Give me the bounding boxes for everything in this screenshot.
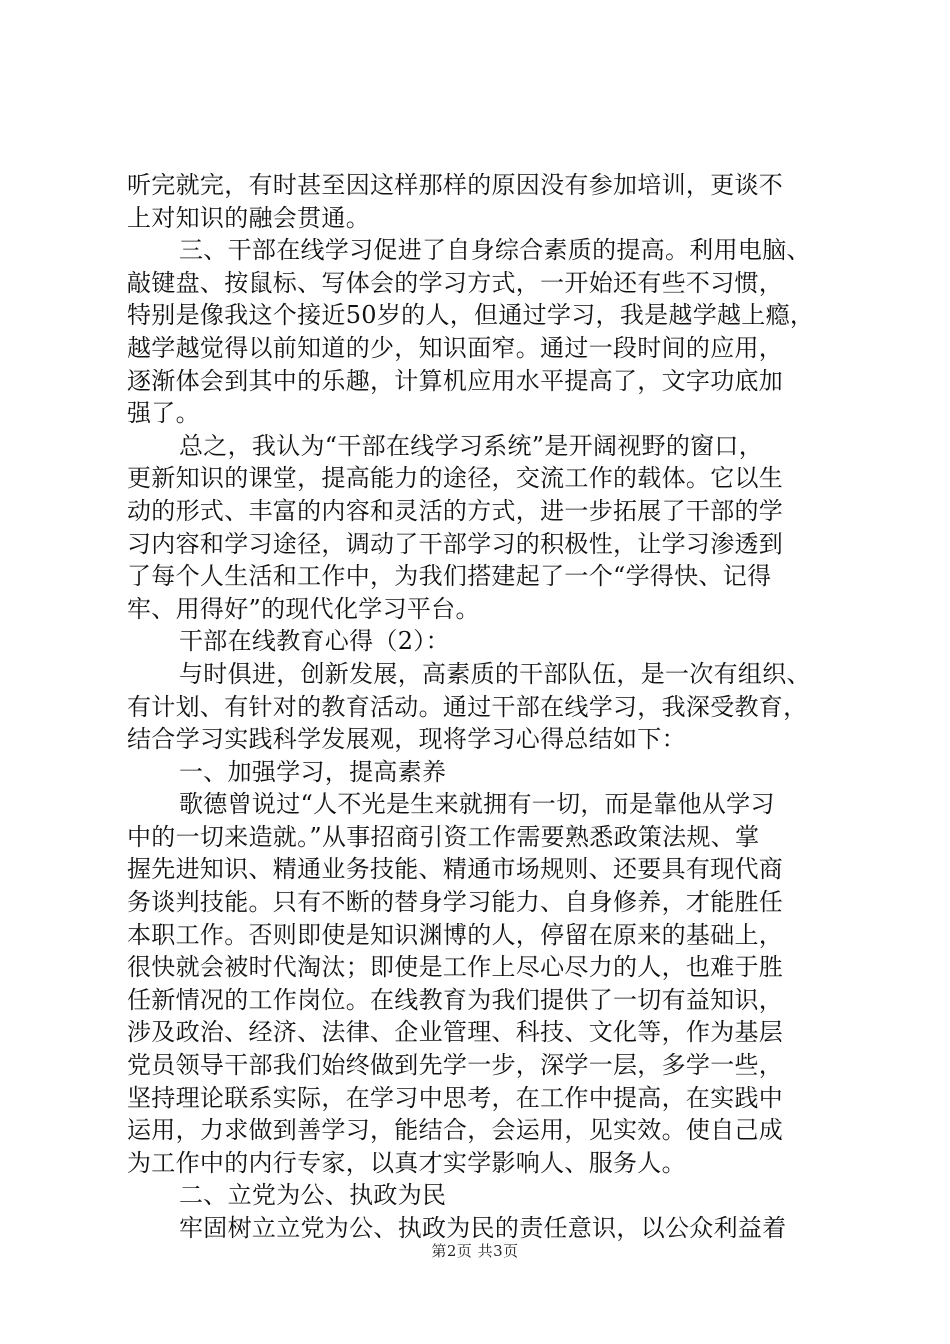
section-heading: 干部在线教育心得（2）： (179, 627, 450, 656)
text-line: 党员领导干部我们始终做到先学一步，深学一层，多学一些， (127, 1051, 784, 1080)
text-line: 逐渐体会到其中的乐趣，计算机应用水平提高了，文字功底加 (127, 366, 784, 395)
text-line: 听完就完，有时甚至因这样那样的原因没有参加培训，更谈不 (127, 171, 784, 199)
text-line: 强了。 (127, 399, 200, 428)
text-line: 有计划、有针对的教育活动。通过干部在线学习，我深受教育， (127, 692, 808, 721)
body-text (127, 169, 837, 1245)
text-line: 特别是像我这个接近50岁的人，但通过学习，我是越学越上瘾， (127, 301, 815, 330)
text-line: 本职工作。否则即使是知识渊博的人，停留在原来的基础上， (127, 920, 784, 949)
text-line: 三、干部在线学习促进了自身综合素质的提高。利用电脑、 (179, 236, 811, 265)
text-line: 坚持理论联系实际，在学习中思考，在工作中提高，在实践中 (127, 1083, 784, 1112)
text-line: 牢、用得好”的现代化学习平台。 (127, 594, 480, 623)
text-line: 握先进知识、精通业务技能、精通市场规则、还要具有现代商 (127, 855, 784, 884)
section-heading: 一、加强学习，提高素养 (179, 757, 447, 786)
section-heading: 二、立党为公、执政为民 (179, 1181, 447, 1210)
text-line: 务谈判技能。只有不断的替身学习能力、自身修养，才能胜任 (127, 888, 784, 917)
text-line: 动的形式、丰富的内容和灵活的方式，进一步拓展了干部的学 (127, 496, 784, 525)
text-line: 总之，我认为“干部在线学习系统”是开阔视野的窗口， (179, 431, 764, 460)
text-line: 运用，力求做到善学习，能结合，会运用，见实效。使自己成 (127, 1116, 784, 1145)
text-line: 越学越觉得以前知道的少，知识面窄。通过一段时间的应用， (127, 333, 784, 362)
page-footer: 第2页 共3页 (431, 1242, 519, 1260)
text-line: 更新知识的课堂，提高能力的途径，交流工作的载体。它以生 (127, 464, 784, 493)
text-line: 中的一切来造就。”从事招商引资工作需要熟悉政策法规、掌 (127, 822, 760, 851)
text-line: 与时俱进，创新发展，高素质的干部队伍，是一次有组织、 (179, 659, 811, 688)
text-line: 敲键盘、按鼠标、写体会的学习方式，一开始还有些不习惯， (127, 268, 784, 297)
text-line: 牢固树立立党为公、执政为民的责任意识，以公众利益着 (179, 1214, 787, 1242)
text-line: 很快就会被时代淘汰；即使是工作上尽心尽力的人，也难于胜 (127, 953, 784, 982)
text-line: 任新情况的工作岗位。在线教育为我们提供了一切有益知识， (127, 985, 784, 1014)
text-line: 为工作中的内行专家，以真才实学影响人、服务人。 (127, 1148, 686, 1177)
text-line: 结合学习实践科学发展观，现将学习心得总结如下： (127, 725, 686, 754)
text-line: 了每个人生活和工作中，为我们搭建起了一个“学得快、记得 (127, 562, 772, 591)
text-line: 涉及政治、经济、法律、企业管理、科技、文化等，作为基层 (127, 1018, 784, 1047)
text-line: 歌德曾说过“人不光是生来就拥有一切，而是靠他从学习 (179, 790, 775, 819)
text-line: 习内容和学习途径，调动了干部学习的积极性，让学习渗透到 (127, 529, 784, 558)
text-line: 上对知识的融会贯通。 (127, 203, 370, 232)
